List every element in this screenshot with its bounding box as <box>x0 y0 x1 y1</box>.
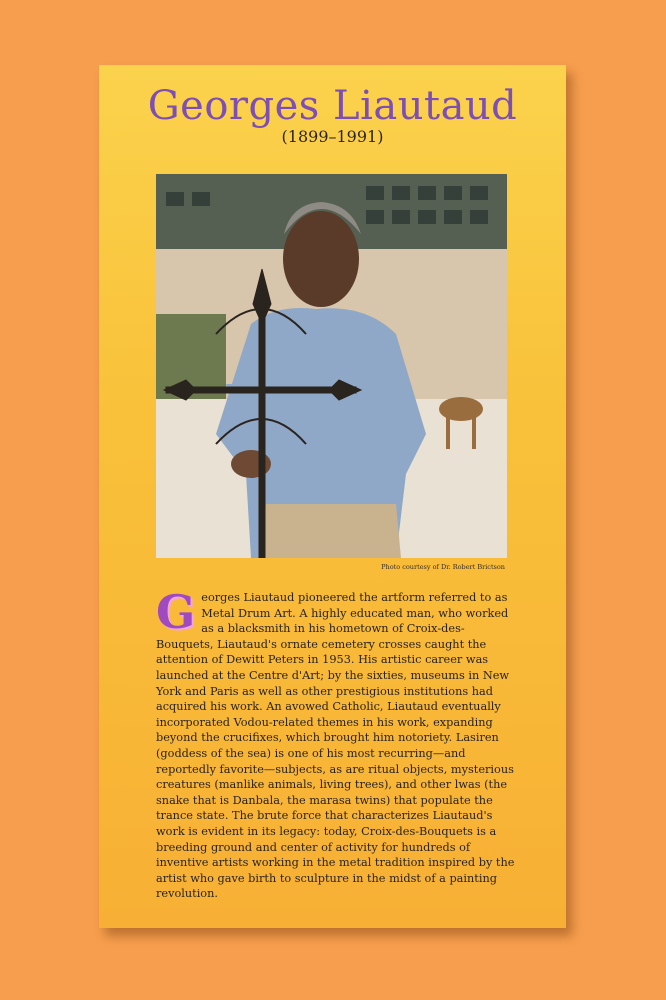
biography-paragraph: eorges Liautaud pioneered the artform referred to as Metal Drum Art. A highly educated man, who worked as a blacksmith in his hometown of Croix-des-Bouquets, Liautaud's ornate cemetery crosses caught the attention of Dewitt Peters in 1953. His artistic career was launched at the Centre d'Art; by the sixties, museums in New York and Paris as well as other prestigious institutions had acquired his work. An avowed Catholic, Liautaud eventually incorporated Vodou-related themes in his work, expanding beyond the crucifixes, which brought him notoriety. Lasiren (goddess of the sea) is one of his most recurring—and reportedly favorite—subjects, as are ritual objects, mysterious creatures (manlike animals, living trees), and other lwas (the snake that is Danbala, the marasa twins) that populate the trance state. The brute force that characterizes Liautaud's work is evident in its legacy: today, Croix-des-Bouquets is a breeding ground and center of activity for hundreds of inventive artists working in the metal tradition inspired by the artist who gave birth to sculpture in the midst of a painting revolution. <box>156 591 515 901</box>
portrait-photo <box>156 174 507 558</box>
portrait-illustration <box>156 174 507 558</box>
page-title: Georges Liautaud <box>147 83 518 129</box>
drop-cap: G <box>156 585 196 639</box>
poster-panel <box>99 65 566 928</box>
biography-text <box>156 585 516 902</box>
photo-credit: Photo courtesy of Dr. Robert Brictson <box>381 563 505 571</box>
life-years: (1899–1991) <box>281 127 384 146</box>
